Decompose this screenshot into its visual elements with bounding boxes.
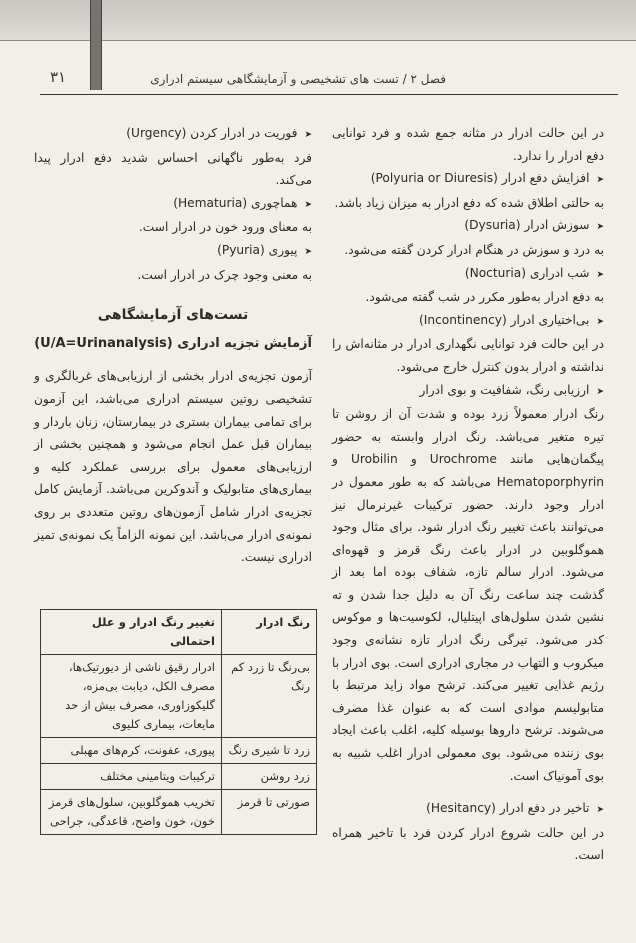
list-item-text: در این حالت فرد توانایی نگهداری ادرار در مثانه‌اش را نداشته و ادرار بدون کنترل خارج می‌شود. [332, 337, 604, 374]
list-item-title: ➤ارزیابی رنگ، شفافیت و بوی ادرار [332, 379, 604, 404]
table-cell: زرد تا شیری رنگ [222, 738, 317, 764]
list-item-text: به معنای ورود خون در ادرار است. [138, 220, 312, 235]
paragraph: در این حالت ادرار در مثانه جمع شده و فرد توانایی دفع ادرار را ندارد. [332, 126, 604, 163]
table-row [41, 764, 317, 790]
table-cell: ادرار رقیق ناشی از دیورتیک‌ها، مصرف الکل، دیابت بی‌مزه، گلیکوزاوری، مصرف بیش از حد مایعات، بیماری کلیوی [41, 655, 222, 738]
header-rule [40, 94, 618, 95]
list-item-text: فرد به‌طور ناگهانی احساس شدید دفع ادرار پیدا می‌کند. [34, 150, 312, 188]
table-cell: زرد روشن [222, 764, 317, 790]
arrow-bullet-icon: ➤ [596, 386, 604, 397]
list-item-title: ➤پیوری (Pyuria) [34, 239, 312, 264]
right-column [332, 122, 604, 867]
list-item-title: ➤سوزش ادرار (Dysuria) [332, 214, 604, 239]
table-header-row [41, 610, 317, 655]
list-item-title: ➤بی‌اختیاری ادرار (Incontinency) [332, 309, 604, 334]
table-cell: تخریب هموگلوبین، سلول‌های قرمز خون، خون واضح، قاعدگی، جراحی [41, 790, 222, 835]
table-cell: بی‌رنگ تا زرد کم رنگ [222, 655, 317, 738]
list-item-title: ➤شب ادراری (Nocturia) [332, 262, 604, 287]
list-item-text: به حالتی اطلاق شده که دفع ادرار به میزان زیاد باشد. [334, 195, 604, 210]
list-item-text: در این حالت شروع ادرار کردن فرد با تاخیر همراه است. [332, 825, 604, 863]
list-item-text: به معنی وجود چرک در ادرار است. [137, 267, 312, 282]
list-item-title: ➤هماچوری (Hematuria) [34, 192, 312, 217]
table-row [41, 738, 317, 764]
table-row [41, 790, 317, 835]
table-row [41, 655, 317, 738]
list-item-title: ➤فوریت در ادرار کردن (Urgency) [34, 122, 312, 147]
table-header: رنگ ادرار [222, 610, 317, 655]
subsection-title: آزمایش تجزیه ادراری (U/A=Urinanalysis) [34, 335, 312, 351]
left-column [34, 122, 312, 569]
table-cell: صورتی تا قرمز [222, 790, 317, 835]
list-item-title: ➤افزایش دفع ادرار (Polyuria or Diuresis) [332, 167, 604, 192]
section-title: تست‌های آزمایشگاهی [97, 307, 249, 324]
table-header: تغییر رنگ ادرار و علل احتمالی [41, 610, 222, 655]
list-item-text: به دفع ادرار به‌طور مکرر در شب گفته می‌شود. [365, 290, 604, 305]
arrow-bullet-icon: ➤ [596, 175, 604, 186]
arrow-bullet-icon: ➤ [596, 222, 604, 233]
chapter-title: فصل ۲ / تست های تشخیصی و آزمایشگاهی سیستم ادراری [150, 72, 446, 86]
page-number: ۳۱ [50, 68, 67, 86]
urine-color-table [40, 609, 317, 835]
list-item-text: به درد و سوزش در هنگام ادرار کردن گفته می‌شود. [344, 242, 604, 257]
table-cell: پیوری، عفونت، کرم‌های مهبلی [41, 738, 222, 764]
table-cell: ترکیبات ویتامینی مختلف [41, 764, 222, 790]
list-item-text: رنگ ادرار معمولاً زرد بوده و شدت آن از روشن تا تیره متغیر می‌باشد. رنگ ادرار وابسته به حضور پیگمان‌هایی مانند Urochrome و Urobilin و Hematoporphyrin می‌باشد که به طور معمول در ادرار وجود دارند. حضور ترکیبات غیرنرمال نیز می‌توانند باعث تغییر رنگ ادرار شود. برای مثال وجود هموگلوبین در ادرار باعث رنگ قرمز و قهوه‌ای می‌شود. ادرار سالم تازه، شفاف بوده اما بعد از گذشت چند ساعت رنگ آن به دلیل جدا شدن و ته نشین شدن سلول‌های اپیتلیال، لکوسیت‌ها و موکوس کدر می‌شود. تیرگی رنگ ادرار تازه نشانه‌ی وجود میکروب و التهاب در مجاری ادراری است. بوی ادرار با رژیم غذایی تغییر می‌کند. ترشح مواد زاید مرتبط با متابولیسم موادی است که به عنوان غذا مصرف می‌شوند. ترشح داروها بوسیله کلیه، اغلب باعث ایجاد بوی زننده می‌شود. بوی معمولی ادرار اغلب شبیه به بوی آمونیاک است. [332, 407, 604, 783]
arrow-bullet-icon: ➤ [304, 199, 312, 210]
arrow-bullet-icon: ➤ [596, 805, 604, 816]
arrow-bullet-icon: ➤ [304, 130, 312, 140]
paragraph: آزمون تجزیه‌ی ادرار بخشی از ارزیابی‌های غربالگری و تشخیصی روتین سیستم ادراری می‌باشد، این آزمون برای تمامی بیماران بستری در بیمارستان، زنان باردار و بیماران قبل عمل انجام می‌شود و همچنین بخشی از ارزیابی‌های معمول برای بررسی عملکرد کلیه و بیماری‌های متابولیک و آندوکرین می‌باشد. آزمایش کامل تجزیه‌ی ادرار شامل آزمون‌های روتین متعددی بر روی نمونه‌ی ادرار می‌باشد. این نمونه الزاماً یک نمونه‌ی تمیز ادراری نیست. [34, 369, 312, 565]
page-header [20, 68, 616, 92]
arrow-bullet-icon: ➤ [596, 269, 604, 280]
arrow-bullet-icon: ➤ [596, 316, 604, 327]
arrow-bullet-icon: ➤ [304, 246, 312, 257]
list-item-title: ➤تاخیر در دفع ادرار (Hesitancy) [332, 797, 604, 822]
